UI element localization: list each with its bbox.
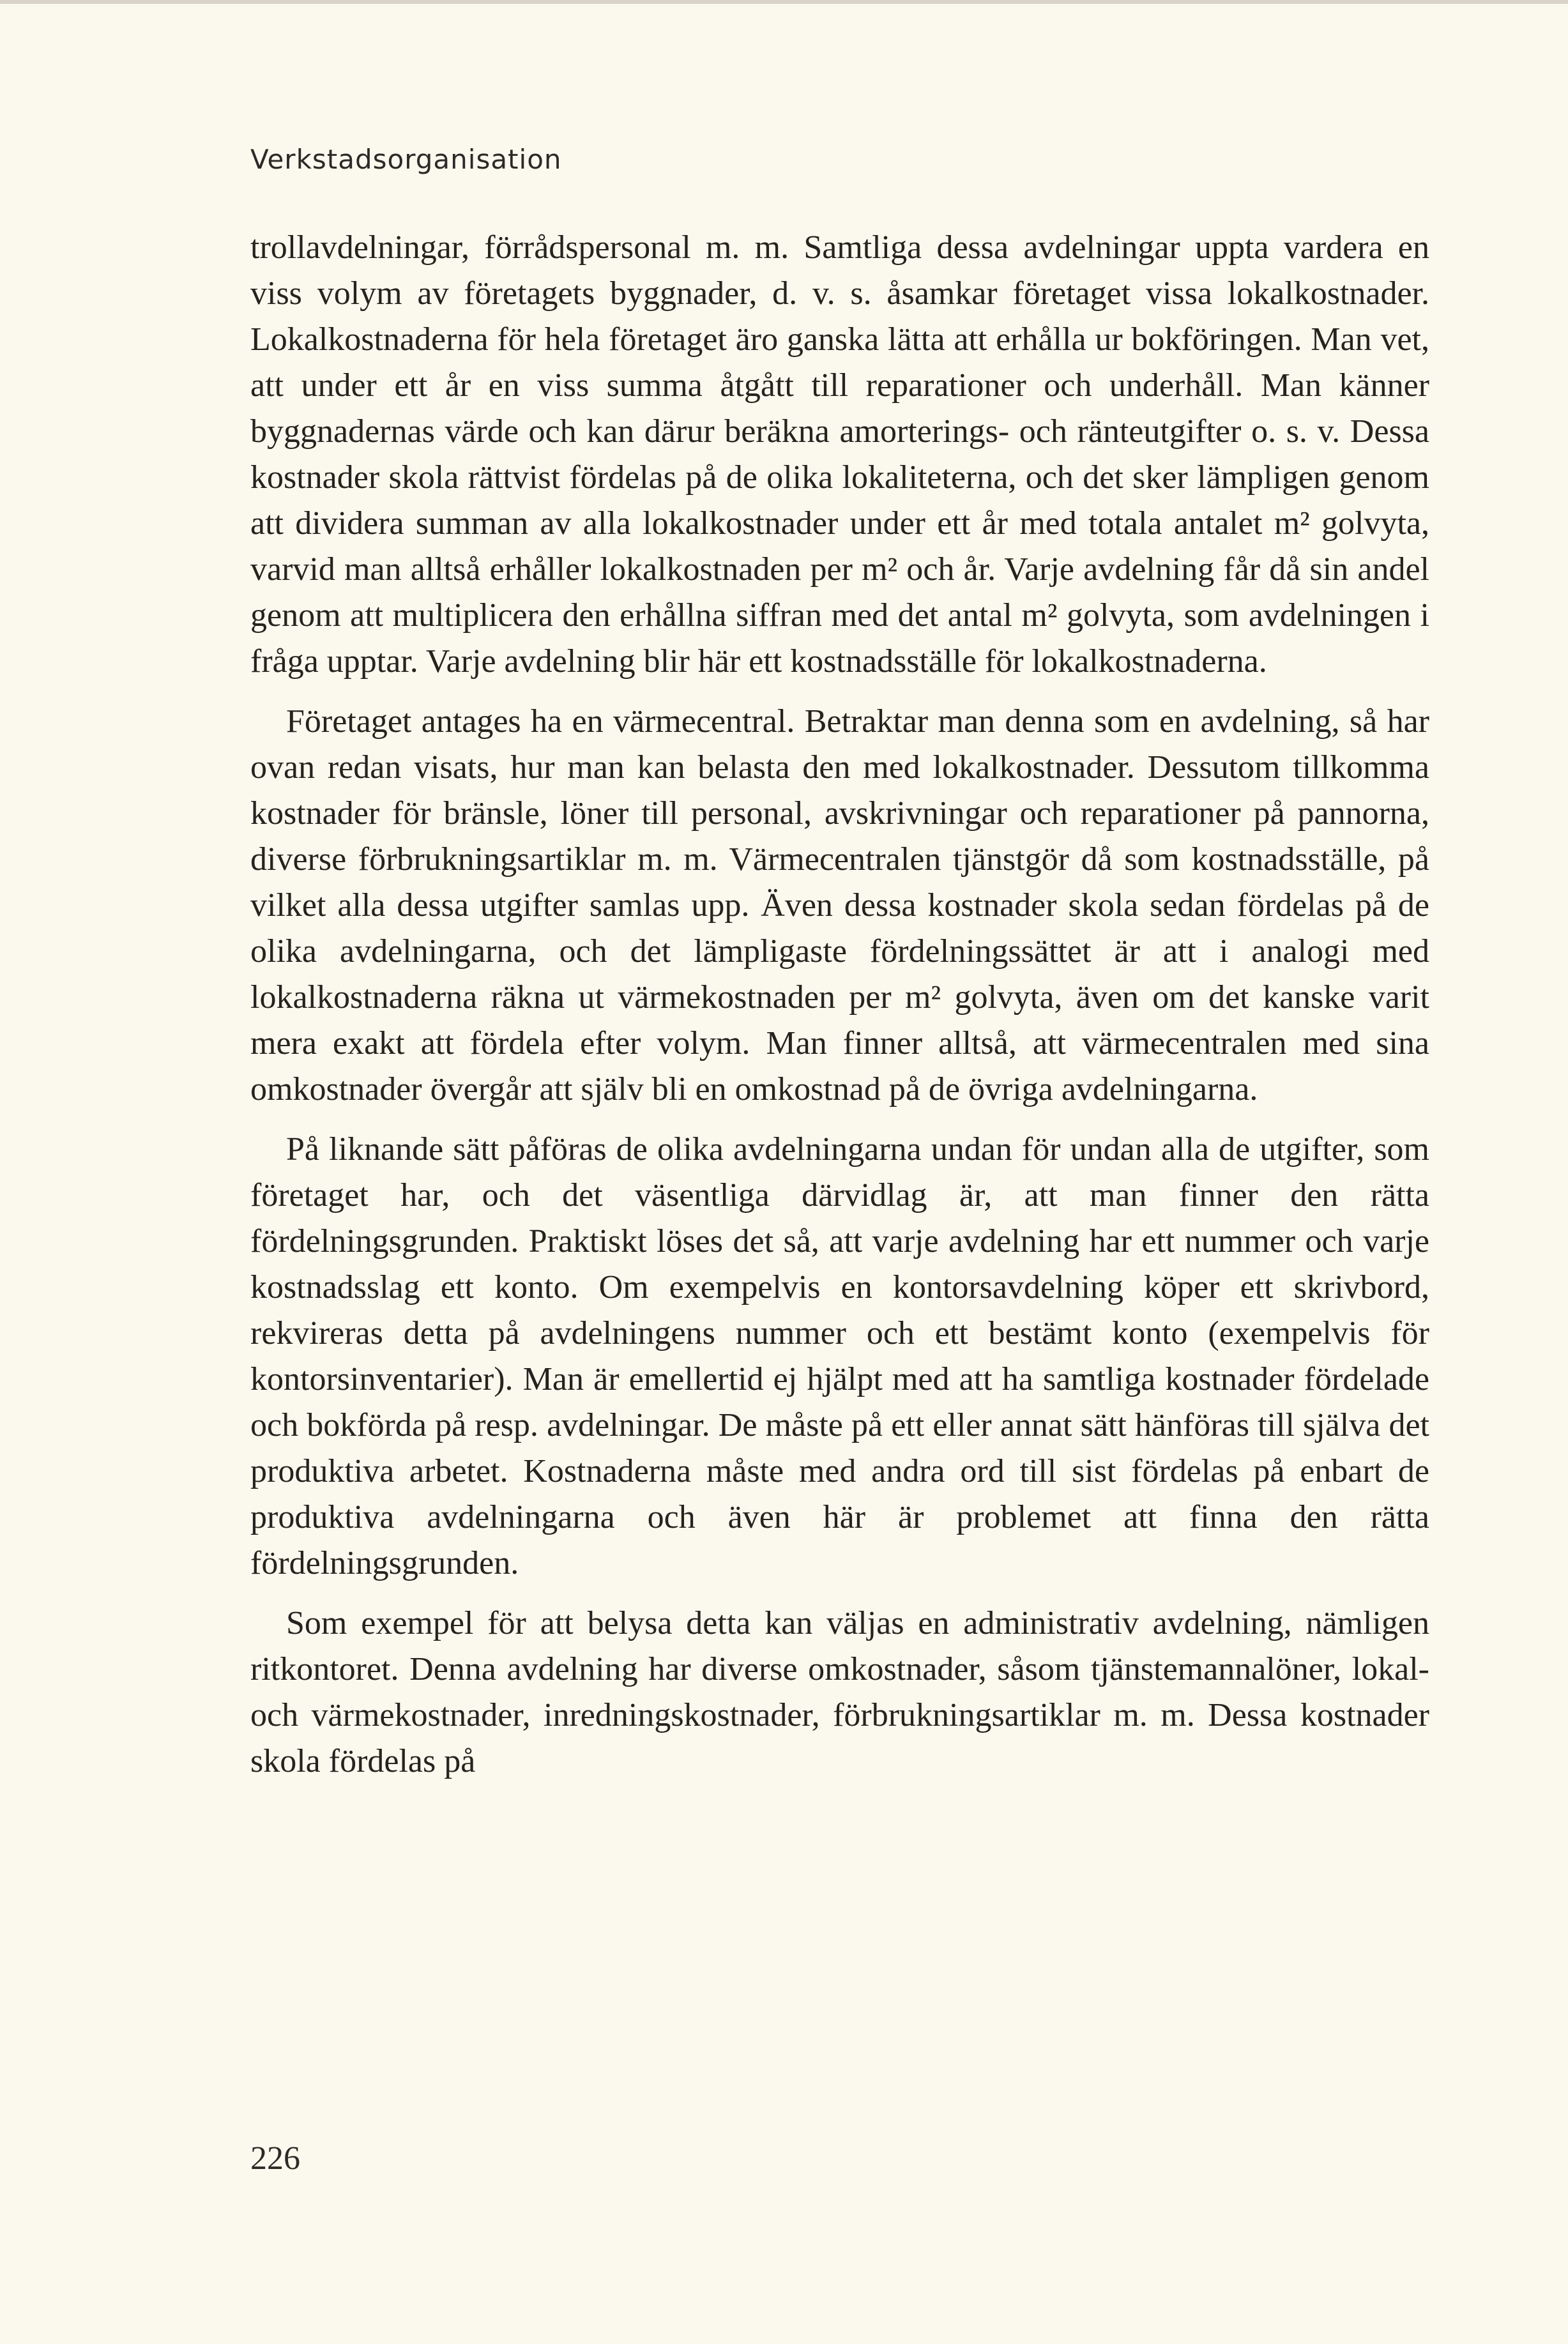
paragraph-1: trollavdelningar, förrådspersonal m. m. Samtliga dessa avdelningar uppta vardera en viss volym av företagets byggnader, d. v. s. åsamkar företaget vissa lokalkostnader. Lokalkostnaderna för hela företaget äro ganska lätta att erhålla ur bokföringen. Man vet, att under ett år en viss summa åtgått till reparationer och underhåll. Man känner byggnadernas värde och kan därur beräkna amorterings- och ränteutgifter o. s. v. Dessa kostnader skola rättvist fördelas på de olika lokaliteterna, och det sker lämpligen genom att dividera summan av alla lokalkostnader under ett år med totala antalet m² golvyta, varvid man alltså erhåller lokalkostnaden per m² och år. Varje avdelning får då sin andel genom att multiplicera den erhållna siffran med det antal m² golvyta, som avdelningen i fråga upptar. Varje avdelning blir här ett kostnadsställe för lokalkostnaderna. (250, 229, 1429, 680)
running-title: Verkstadsorganisation (250, 144, 562, 175)
paragraph-2: Företaget antages ha en värmecentral. Betraktar man denna som en avdelning, så har ovan redan visats, hur man kan belasta den med lokalkostnader. Dessutom tillkomma kostnader för bränsle, löner till personal, avskrivningar och reparationer på pannorna, diverse förbrukningsartiklar m. m. Värmecentralen tjänstgör då som kostnadsställe, på vilket alla dessa utgifter samlas upp. Även dessa kostnader skola sedan fördelas på de olika avdelningarna, och det lämpligaste fördelningssättet är att i analogi med lokalkostnaderna räkna ut värmekostnaden per m² golvyta, även om det kanske varit mera exakt att fördela efter volym. Man finner alltså, att värmecentralen med sina omkostnader övergår att själv bli en omkostnad på de övriga avdelningarna. (250, 703, 1429, 1107)
body-text (250, 225, 1429, 1799)
top-edge-rule (0, 0, 1568, 4)
page-number: 226 (250, 2140, 300, 2177)
paragraph-4: Som exempel för att belysa detta kan väljas en administrativ avdelning, nämligen ritkontoret. Denna avdelning har diverse omkostnader, såsom tjänstemannalöner, lokal- och värmekostnader, inredningskostnader, förbrukningsartiklar m. m. Dessa kostnader skola fördelas på (250, 1605, 1429, 1779)
paragraph-3: På liknande sätt påföras de olika avdelningarna undan för undan alla de utgifter, som företaget har, och det väsentliga därvidlag är, att man finner den rätta fördelningsgrunden. Praktiskt löses det så, att varje avdelning har ett nummer och varje kostnadsslag ett konto. Om exempelvis en kontorsavdelning köper ett skrivbord, rekvireras detta på avdelningens nummer och ett bestämt konto (exempelvis för kontorsinventarier). Man är emellertid ej hjälpt med att ha samtliga kostnader fördelade och bokförda på resp. avdelningar. De måste på ett eller annat sätt hänföras till själva det produktiva arbetet. Kostnaderna måste med andra ord till sist fördelas på enbart de produktiva avdelningarna och även här är problemet att finna den rätta fördelningsgrunden. (250, 1131, 1429, 1581)
